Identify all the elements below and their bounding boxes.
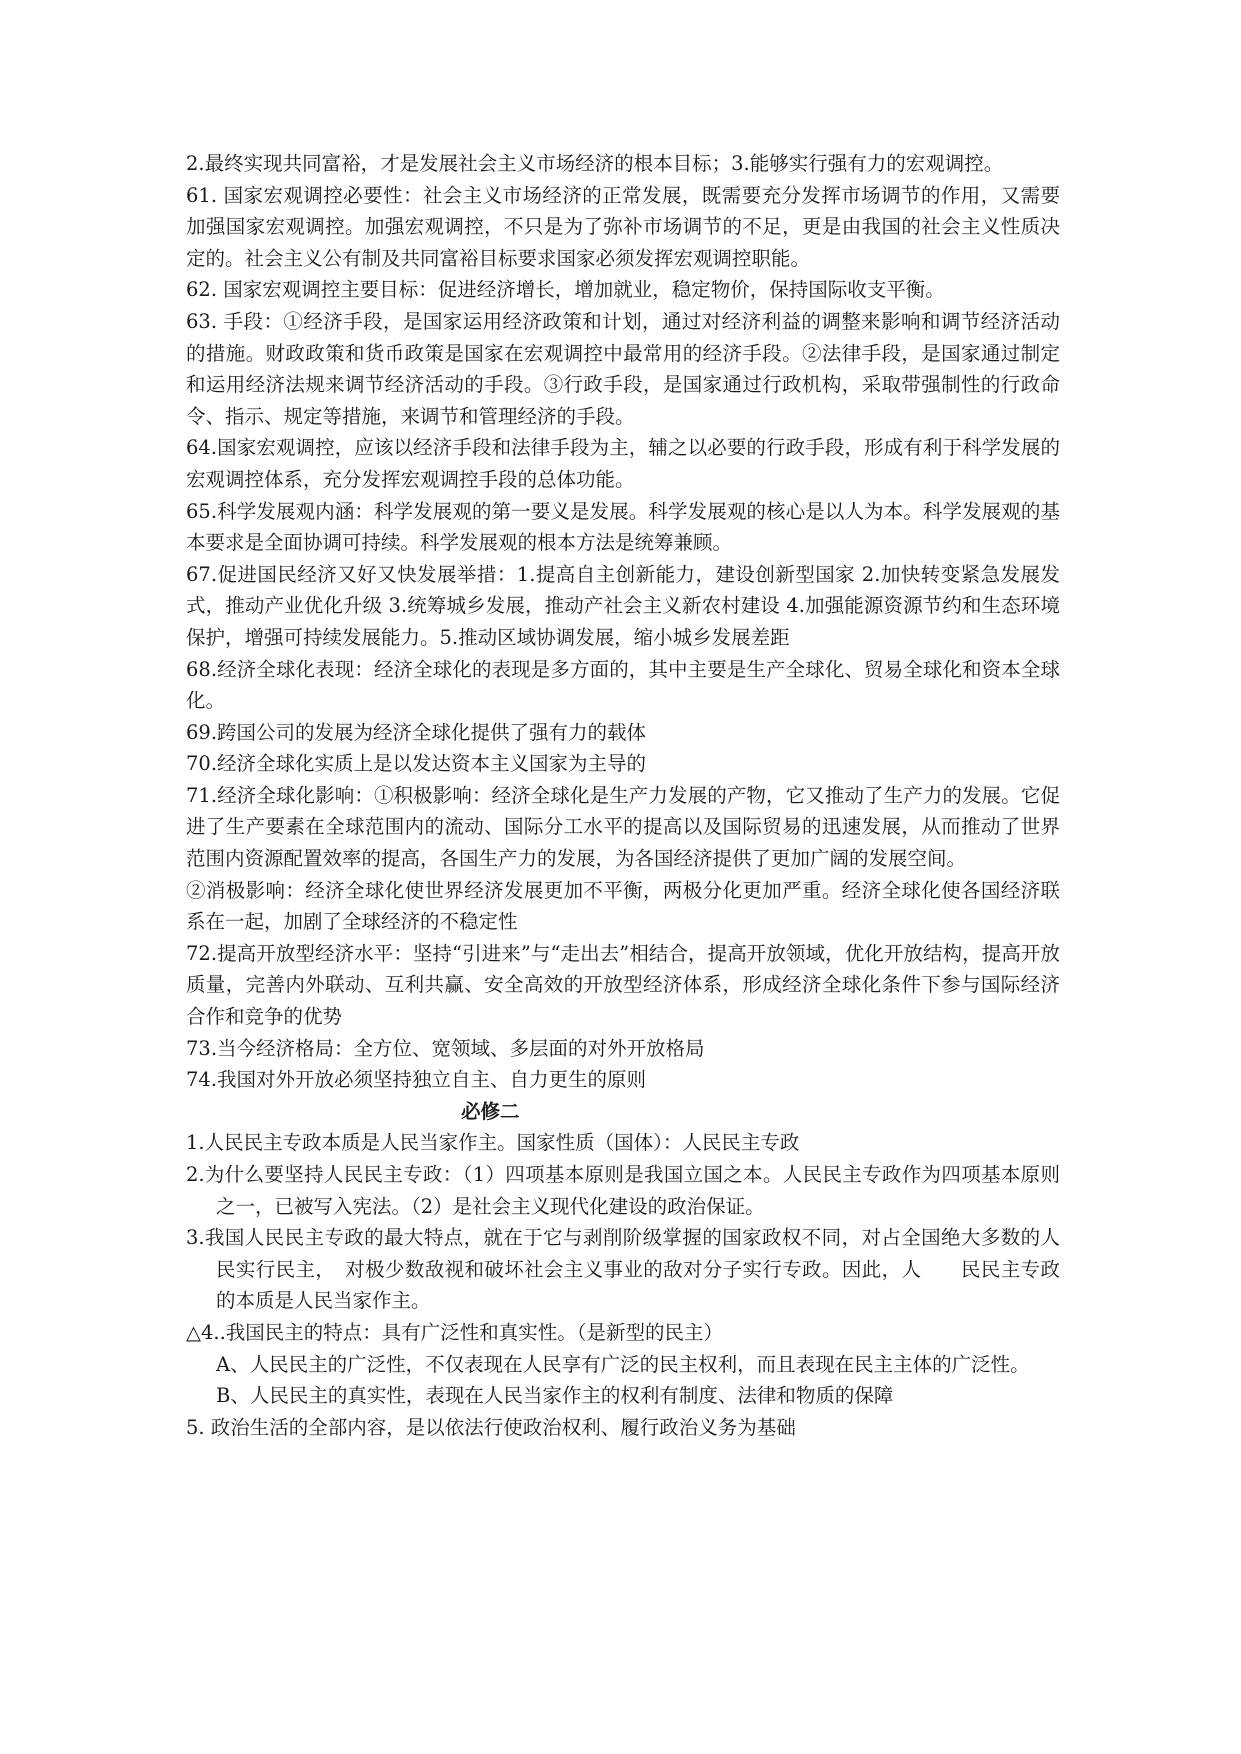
paragraph-63-means: 63. 手段：①经济手段，是国家运用经济政策和计划，通过对经济利益的调整来影响和调节经济活动的措施。财政政策和货币政策是国家在宏观调控中最常用的经济手段。②法律手段，是国家通过制定和运用经济法规来调节经济活动的手段。③行政手段，是国家通过行政机构，采取带强制性的行政命令、指示、规定等措施，来调节和管理经济的手段。	[186, 309, 1060, 428]
paragraph-65-scientific-outlook: 65.科学发展观内涵：科学发展观的第一要义是发展。科学发展观的核心是以人为本。科学发展观的基本要求是全面协调可持续。科学发展观的根本方法是统筹兼顾。	[186, 499, 1060, 555]
paragraph-68-globalization-forms: 68.经济全球化表现：经济全球化的表现是多方面的，其中主要是生产全球化、贸易全球化和资本全球化。	[186, 657, 1060, 713]
paragraph-62-macro-control-targets: 62. 国家宏观调控主要目标：促进经济增长，增加就业，稳定物价，保持国际收支平衡。	[186, 278, 945, 302]
paragraph-72-open-economy: 72.提高开放型经济水平：坚持“引进来”与“走出去”相结合，提高开放领域，优化开放结构，提高开放质量，完善内外联动、互利共赢、安全高效的开放型经济体系，形成经济全球化条件下参与国际经济合作和竞争的优势	[186, 941, 1060, 1029]
paragraph-70-globalization-essence: 70.经济全球化实质上是以发达资本主义国家为主导的	[186, 752, 647, 776]
section-heading: 必修二	[461, 1099, 520, 1123]
paragraph-61-macro-control-necessity: 61. 国家宏观调控必要性：社会主义市场经济的正常发展，既需要充分发挥市场调节的作用，又需要加强国家宏观调控。加强宏观调控，不只是为了弥补市场调节的不足，更是由我国的社会主义性质决定的。社会主义公有制及共同富裕目标要求国家必须发挥宏观调控职能。	[186, 183, 1060, 270]
paragraph-71-globalization-impact: 71.经济全球化影响：①积极影响：经济全球化是生产力发展的产物，它又推动了生产力的发展。它促进了生产要素在全球范围内的流动、国际分工水平的提高以及国际贸易的迅速发展，从而推动了世界范围内资源配置效率的提高，各国生产力的发展，为各国经济提供了更加广阔的发展空间。	[186, 783, 1060, 871]
paragraph-3-biggest-feature: 3.我国人民民主专政的最大特点，就在于它与剥削阶级掌握的国家政权不同，对占全国绝大多数的人民实行民主， 对极少数敌视和破坏社会主义事业的敌对分子实行专政。因此，人 民民主专政的本质是人民当家作主。	[186, 1226, 1060, 1313]
paragraph-64-macro-control-system: 64.国家宏观调控，应该以经济手段和法律手段为主，辅之以必要的行政手段，形成有利于科学发展的宏观调控体系，充分发挥宏观调控手段的总体功能。	[186, 436, 1060, 491]
paragraph-71-negative-impact: ②消极影响：经济全球化使世界经济发展更加不平衡，两极分化更加严重。经济全球化使各国经济联系在一起，加剧了全球经济的不稳定性	[186, 878, 1060, 934]
paragraph-4b-authenticity: B、人民民主的真实性，表现在人民当家作主的权利有制度、法律和物质的保障	[216, 1384, 894, 1408]
paragraph-macro-control-goal-end: 2.最终实现共同富裕，才是发展社会主义市场经济的根本目标；3.能够实行强有力的宏观调控。	[186, 152, 1004, 175]
document-page	[186, 148, 1060, 1443]
paragraph-4-democracy-features: △4..我国民主的特点：具有广泛性和真实性。（是新型的民主）	[186, 1320, 724, 1344]
paragraph-4a-breadth: A、人民民主的广泛性，不仅表现在人民享有广泛的民主权利，而且表现在民主主体的广泛性。	[216, 1352, 1030, 1376]
paragraph-67-development-measures: 67.促进国民经济又好又快发展举措：1.提高自主创新能力，建设创新型国家 2.加快转变紧急发展发式，推动产业优化升级 3.统筹城乡发展，推动产社会主义新农村建设 4.加强能源资源节约和生态环境保护，增强可持续发展能力。5.推动区域协调发展，缩小城乡发展差距	[186, 562, 1060, 649]
paragraph-74-opening-principle: 74.我国对外开放必须坚持独立自主、自力更生的原则	[186, 1068, 647, 1092]
paragraph-73-economic-pattern: 73.当今经济格局：全方位、宽领域、多层面的对外开放格局	[186, 1036, 705, 1060]
paragraph-69-multinationals: 69.跨国公司的发展为经济全球化提供了强有力的载体	[186, 720, 647, 744]
paragraph-1-peoples-democratic-dictatorship: 1.人民民主专政本质是人民当家作主。国家性质（国体）：人民民主专政	[186, 1131, 800, 1155]
paragraph-5-political-life: 5. 政治生活的全部内容，是以依法行使政治权利、履行政治义务为基础	[186, 1415, 796, 1439]
paragraph-2-why-uphold: 2.为什么要坚持人民民主专政：（1）四项基本原则是我国立国之本。人民民主专政作为四项基本原则之一，已被写入宪法。（2）是社会主义现代化建设的政治保证。	[186, 1163, 1060, 1218]
